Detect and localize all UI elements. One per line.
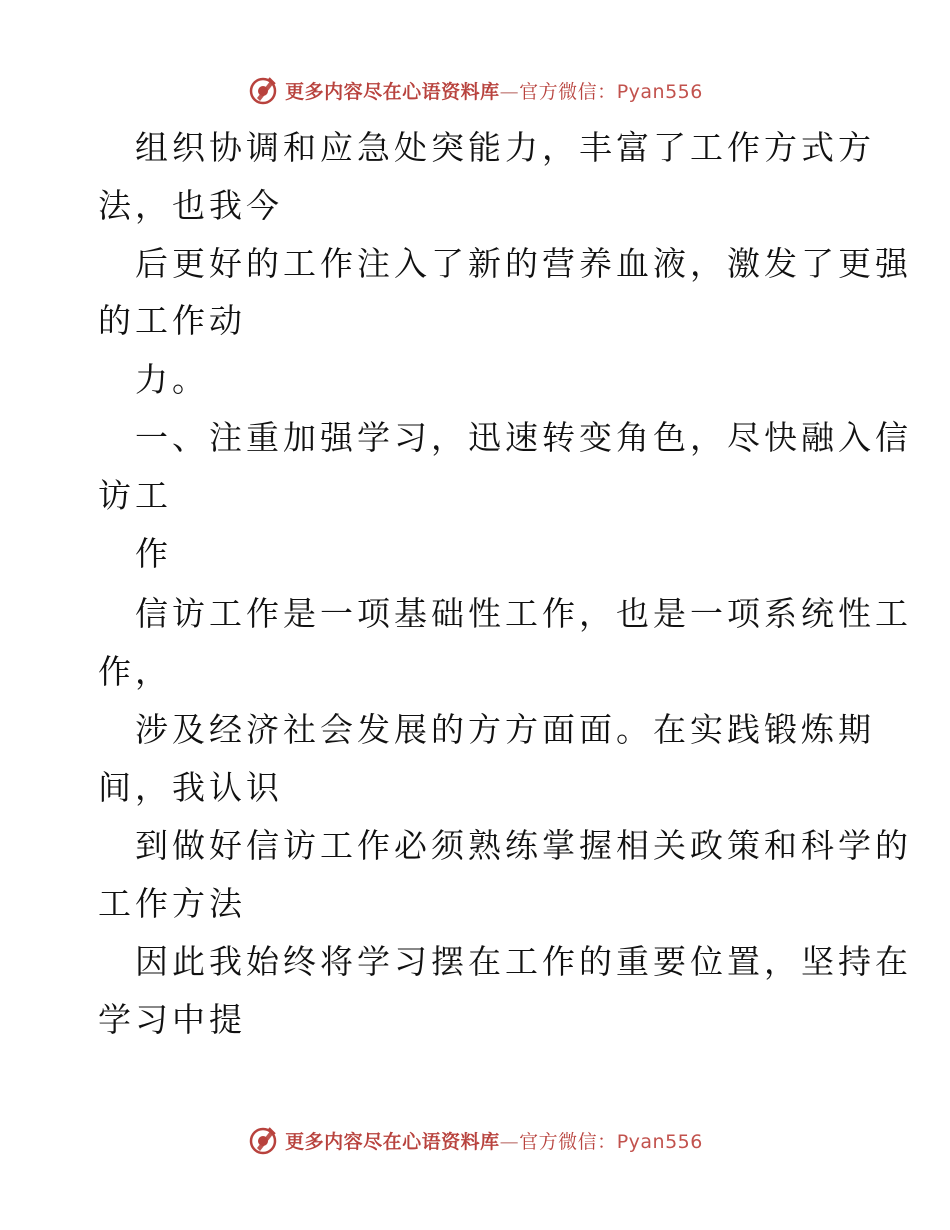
text-line: 后更好的工作注入了新的营养血液，激发了更强 — [135, 244, 912, 283]
banner-dash: — — [499, 80, 520, 103]
banner-sub-text: 官方微信： — [519, 1130, 617, 1153]
text-line: 信访工作是一项基础性工作，也是一项系统性工 — [135, 594, 912, 633]
banner-handle: Pyan556 — [616, 80, 703, 103]
text-line: 间，我认识 — [98, 768, 283, 807]
header-banner — [0, 70, 950, 110]
banner-dash: — — [499, 1130, 520, 1153]
text-line: 作， — [98, 652, 172, 691]
text-line: 作 — [135, 534, 172, 573]
text-line: 一、注重加强学习，迅速转变角色，尽快融入信 — [135, 418, 912, 457]
quill-pen-logo-icon — [247, 74, 279, 106]
footer-banner — [0, 1120, 950, 1160]
banner-text — [285, 1127, 703, 1154]
text-line: 涉及经济社会发展的方方面面。在实践锻炼期 — [135, 710, 875, 749]
text-line: 因此我始终将学习摆在工作的重要位置，坚持在 — [135, 942, 912, 981]
banner-main-text: 更多内容尽在心语资料库 — [285, 1130, 500, 1153]
banner-handle: Pyan556 — [616, 1130, 703, 1153]
quill-pen-logo-icon — [247, 1124, 279, 1156]
header-banner-inner — [247, 74, 703, 106]
text-line: 法，也我今 — [98, 186, 283, 225]
footer-banner-inner — [247, 1124, 703, 1156]
banner-text — [285, 77, 703, 104]
banner-main-text: 更多内容尽在心语资料库 — [285, 80, 500, 103]
text-line: 力。 — [135, 360, 209, 399]
text-line: 工作方法 — [98, 884, 246, 923]
text-line: 到做好信访工作必须熟练掌握相关政策和科学的 — [135, 826, 912, 865]
text-line: 组织协调和应急处突能力，丰富了工作方式方 — [135, 128, 875, 167]
text-line: 学习中提 — [98, 1000, 246, 1039]
text-line: 的工作动 — [98, 301, 246, 340]
text-line: 访工 — [98, 476, 172, 515]
banner-sub-text: 官方微信： — [519, 80, 617, 103]
